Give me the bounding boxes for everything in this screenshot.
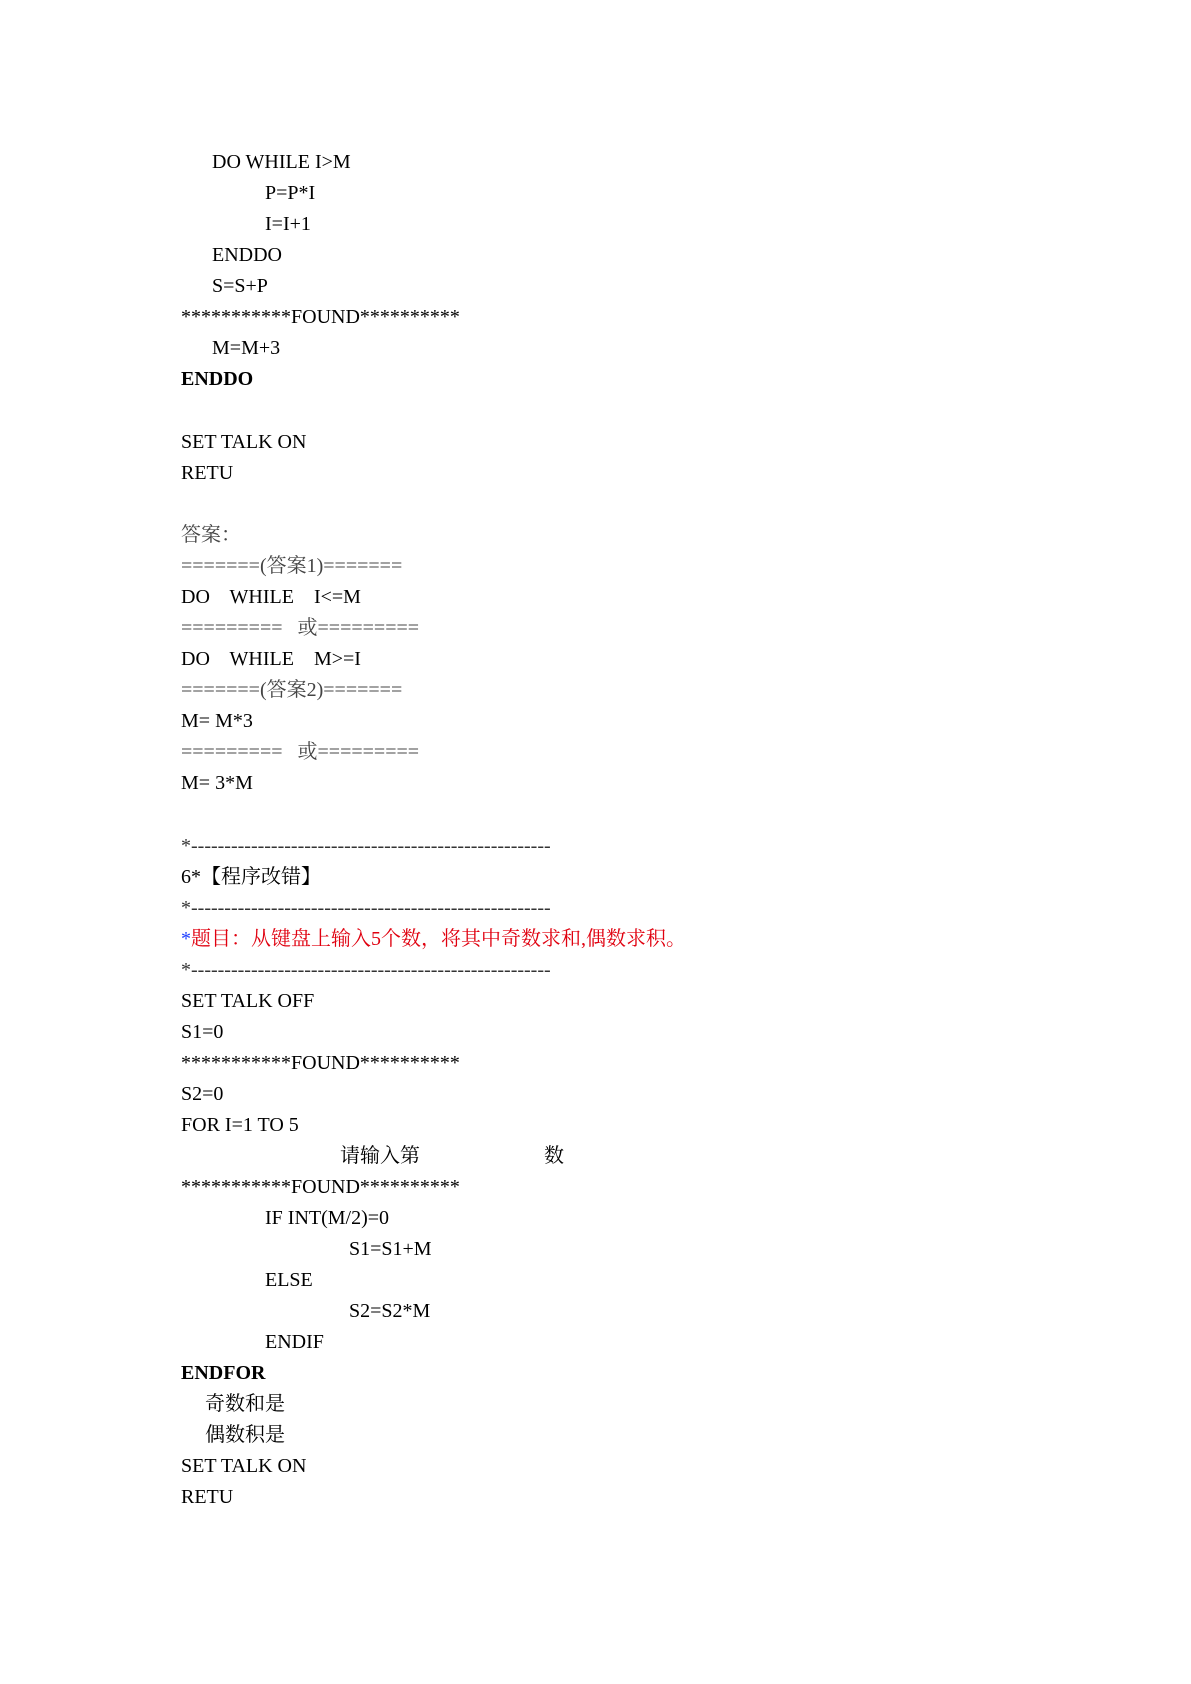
prompt-label: 题目： — [191, 928, 251, 950]
answer-or-separator: ========= 或========= — [181, 617, 420, 639]
code-line: RETU — [181, 1486, 234, 1508]
code-line: ENDDO — [212, 244, 282, 266]
code-line: ENDIF — [265, 1331, 324, 1353]
problem-title: 6*【程序改错】 — [181, 866, 321, 888]
code-line: I=I+1 — [265, 213, 311, 235]
code-line: S1=S1+M — [349, 1238, 432, 1260]
code-line: S2=0 — [181, 1083, 224, 1105]
output-text: 偶数积是 — [205, 1424, 285, 1446]
code-line: DO WHILE I>M — [212, 151, 351, 173]
code-line: S1=0 — [181, 1021, 224, 1043]
code-line: SET TALK OFF — [181, 990, 315, 1012]
input-prompt-text: 请输入第 — [340, 1145, 420, 1167]
problem-prompt — [181, 927, 686, 951]
code-line: RETU — [181, 462, 234, 484]
code-line: ENDFOR — [181, 1362, 266, 1384]
answer-heading: 答案： — [181, 524, 241, 546]
prompt-text: 从键盘上输入5个数，将其中奇数求和,偶数求积。 — [251, 928, 686, 950]
code-line: FOR I=1 TO 5 — [181, 1114, 299, 1136]
code-line: P=P*I — [265, 182, 316, 204]
answer-1-option: DO WHILE I<=M — [181, 586, 361, 608]
answer-1-header: =======(答案1)======= — [181, 555, 403, 577]
code-line: SET TALK ON — [181, 1455, 307, 1477]
code-line: S=S+P — [212, 275, 268, 297]
code-line: ELSE — [265, 1269, 313, 1291]
input-prompt-text: 数 — [544, 1145, 564, 1167]
comment-separator: *------------------------------------------------------ — [181, 959, 551, 981]
comment-star: * — [181, 928, 191, 950]
answer-2-option: M= 3*M — [181, 772, 253, 794]
code-line: S2=S2*M — [349, 1300, 431, 1322]
code-line: M=M+3 — [212, 337, 281, 359]
answer-1-option: DO WHILE M>=I — [181, 648, 361, 670]
found-marker: ***********FOUND********** — [181, 1052, 460, 1074]
code-line: IF INT(M/2)=0 — [265, 1207, 390, 1229]
comment-separator: *------------------------------------------------------ — [181, 897, 551, 919]
found-marker: ***********FOUND********** — [181, 1176, 460, 1198]
code-line: SET TALK ON — [181, 431, 307, 453]
answer-2-header: =======(答案2)======= — [181, 679, 403, 701]
answer-or-separator: ========= 或========= — [181, 741, 420, 763]
output-text: 奇数和是 — [205, 1393, 285, 1415]
comment-separator: *------------------------------------------------------ — [181, 835, 551, 857]
answer-2-option: M= M*3 — [181, 710, 253, 732]
code-line: ENDDO — [181, 368, 254, 390]
found-marker: ***********FOUND********** — [181, 306, 460, 328]
